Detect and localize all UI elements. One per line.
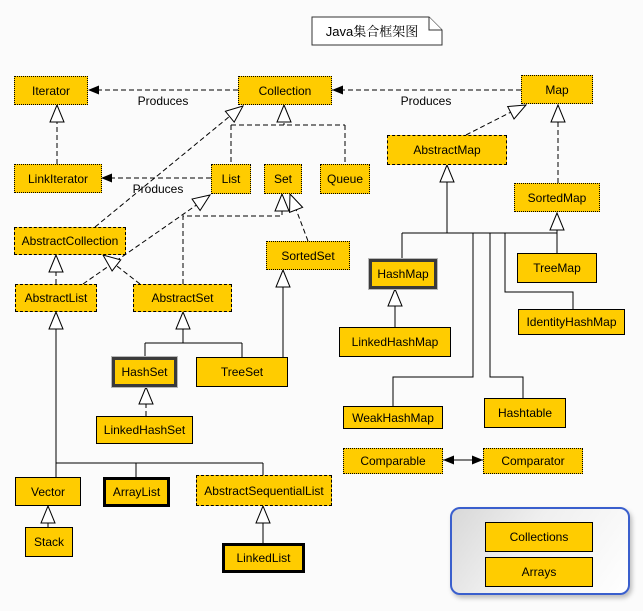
class-box-abstractset: AbstractSet <box>133 284 232 312</box>
generalization-arrowhead-icon <box>50 105 64 122</box>
class-box-linkiterator: LinkIterator <box>14 164 102 193</box>
generalization-arrowhead-icon <box>388 289 402 306</box>
generalization-arrowhead-icon <box>277 105 291 122</box>
produces-label: Produces <box>400 94 452 108</box>
class-box-linkedhashmap: LinkedHashMap <box>339 327 451 357</box>
class-box-arraylist: ArrayList <box>103 477 170 507</box>
class-box-abstractsequentiallist: AbstractSequentialList <box>196 475 332 506</box>
class-box-treemap: TreeMap <box>517 253 597 283</box>
generalization-arrowhead-icon <box>139 387 153 404</box>
class-box-queue: Queue <box>320 164 370 194</box>
generalization-arrowhead-icon <box>276 270 290 287</box>
dependency-arrowhead-icon <box>472 456 483 465</box>
produces-label: Produces <box>132 182 184 196</box>
class-box-comparator: Comparator <box>483 448 583 474</box>
class-box-abstractcollection: AbstractCollection <box>14 227 126 255</box>
class-box-comparable: Comparable <box>343 448 443 474</box>
generalization-arrowhead-icon <box>41 506 55 523</box>
diagram-title: Java集合框架图 <box>325 24 419 39</box>
generalization-arrowhead-icon <box>49 312 63 329</box>
class-box-linkedlist: LinkedList <box>222 543 305 573</box>
class-box-treeset: TreeSet <box>196 357 288 387</box>
dependency-arrowhead-icon <box>88 86 99 95</box>
class-box-hashtable: Hashtable <box>484 398 566 428</box>
class-box-identityhashmap: IdentityHashMap <box>518 309 625 335</box>
class-box-collection: Collection <box>238 76 332 105</box>
class-box-set: Set <box>264 164 302 194</box>
class-box-arrays: Arrays <box>485 557 593 587</box>
class-box-stack: Stack <box>25 527 73 557</box>
dependency-arrowhead-icon <box>101 174 112 183</box>
generalization-arrowhead-icon <box>550 213 564 230</box>
dependency-arrowhead-icon <box>332 86 343 95</box>
class-box-map: Map <box>521 75 593 104</box>
generalization-arrowhead-icon <box>275 194 289 211</box>
class-box-collections: Collections <box>485 522 593 552</box>
generalization-arrowhead-icon <box>551 105 565 122</box>
dashed-connector <box>183 196 282 284</box>
class-box-sortedmap: SortedMap <box>514 183 600 212</box>
generalization-arrowhead-icon <box>49 255 63 272</box>
class-box-abstractlist: AbstractList <box>15 284 97 312</box>
generalization-arrowhead-icon <box>440 165 454 182</box>
class-box-hashmap: HashMap <box>369 259 437 289</box>
class-box-iterator: Iterator <box>14 76 88 105</box>
class-box-vector: Vector <box>15 477 81 506</box>
class-box-weakhashmap: WeakHashMap <box>343 406 443 429</box>
generalization-arrowhead-icon <box>176 312 190 329</box>
generalization-arrowhead-icon <box>256 506 270 523</box>
class-box-abstractmap: AbstractMap <box>387 135 507 165</box>
class-box-hashset: HashSet <box>112 357 177 387</box>
class-box-linkedhashset: LinkedHashSet <box>96 416 193 444</box>
produces-label: Produces <box>137 94 189 108</box>
class-box-list: List <box>211 164 251 194</box>
class-box-sortedset: SortedSet <box>266 241 350 270</box>
dependency-arrowhead-icon <box>443 456 454 465</box>
